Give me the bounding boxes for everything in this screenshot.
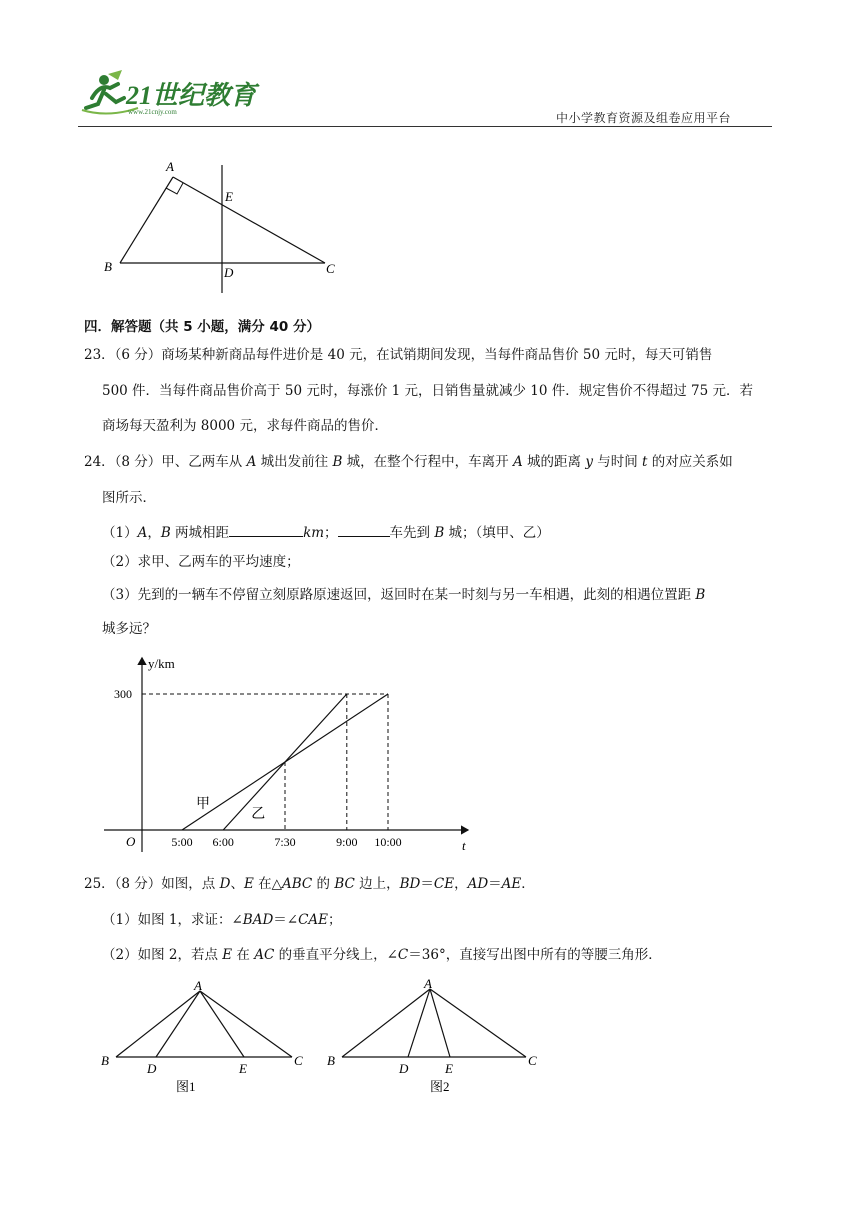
fig1-label-b: B bbox=[101, 1053, 109, 1068]
q25-part-1: （1）如图 1，求证：∠BAD＝∠CAE； bbox=[102, 912, 342, 928]
series-line-1 bbox=[223, 694, 347, 830]
answer-blank-distance bbox=[229, 522, 303, 537]
point-label-c: C bbox=[326, 261, 335, 276]
q24-line-2: 图所示． bbox=[102, 490, 156, 506]
fig1-label-d: D bbox=[147, 1061, 157, 1076]
fig2-label-e: E bbox=[445, 1061, 453, 1076]
figure-1 bbox=[96, 976, 318, 1096]
q23-line-3: 商场每天盈利为 8000 元，求每件商品的售价． bbox=[102, 418, 388, 434]
point-label-a: A bbox=[166, 159, 174, 174]
figure-top bbox=[100, 155, 350, 300]
x-tick-label-3: 9:00 bbox=[336, 835, 358, 849]
fig2-label-b: B bbox=[327, 1053, 335, 1068]
series-label-0: 甲 bbox=[196, 797, 210, 812]
q24-line-1: 24．（8 分）甲、乙两车从 A 城出发前往 B 城，在整个行程中，车离开 A 城的距离 y 与时间 t 的对应关系如 bbox=[84, 454, 733, 470]
q25-line-1: 25．（8 分）如图，点 D、E 在△ABC 的 BC 边上，BD＝CE，AD＝AE． bbox=[84, 876, 535, 892]
fig2-label-c: C bbox=[528, 1053, 537, 1068]
logo-text: 21世纪教育 bbox=[126, 81, 257, 110]
q24-part-3-line-2: 城多远？ bbox=[102, 621, 156, 637]
q23-line-1: 23．（6 分）商场某种新商品每件进价是 40 元，在试销期间发现，当每件商品售价 50 元时，每天可销售 bbox=[84, 347, 713, 363]
point-label-d: D bbox=[224, 265, 234, 280]
section-title: 四．解答题（共 5 小题，满分 40 分） bbox=[84, 319, 320, 335]
x-axis-label: t bbox=[462, 838, 466, 853]
x-tick-label-2: 7:30 bbox=[274, 835, 296, 849]
fig1-caption: 图1 bbox=[176, 1079, 196, 1094]
fig1-label-a: A bbox=[194, 978, 202, 993]
point-label-b: B bbox=[104, 259, 112, 274]
q24-part-3-line-1: （3）先到的一辆车不停留立刻原路原速返回，返回时在某一时刻与另一车相遇，此刻的相遇位置距 B bbox=[102, 587, 706, 603]
y-tick-label-0: 300 bbox=[114, 687, 132, 701]
logo bbox=[78, 68, 268, 120]
q23-line-2: 500 件．当每件商品售价高于 50 元时，每涨价 1 元，日销售量就减少 10 件．规定售价不得超过 75 元．若 bbox=[102, 383, 754, 399]
fig1-label-c: C bbox=[294, 1053, 303, 1068]
q25-part-2: （2）如图 2，若点 E 在 AC 的垂直平分线上，∠C＝36°，直接写出图中所有的等腰三角形． bbox=[102, 947, 662, 963]
series-label-1: 乙 bbox=[251, 807, 266, 822]
answer-blank-car bbox=[338, 522, 390, 537]
fig2-caption: 图2 bbox=[430, 1079, 450, 1094]
origin-label: O bbox=[126, 834, 136, 849]
q24-part-1: （1）A，B 两城相距 km； 车先到 B 城；（填甲、乙） bbox=[102, 522, 550, 543]
fig2-label-d: D bbox=[399, 1061, 409, 1076]
distance-time-chart bbox=[100, 652, 480, 857]
x-tick-label-0: 5:00 bbox=[171, 835, 193, 849]
fig2-label-a: A bbox=[424, 976, 432, 991]
platform-name: 中小学教育资源及组卷应用平台 bbox=[556, 111, 732, 125]
header-rule bbox=[78, 126, 772, 127]
figure-2 bbox=[322, 976, 548, 1096]
q24-part-2: （2）求甲、乙两车的平均速度； bbox=[102, 554, 300, 570]
logo-url: www.21cnjy.com bbox=[128, 108, 177, 116]
point-label-e: E bbox=[225, 189, 233, 204]
x-tick-label-4: 10:00 bbox=[374, 835, 402, 849]
fig1-label-e: E bbox=[239, 1061, 247, 1076]
runner-logo-icon bbox=[108, 70, 122, 80]
y-axis-label: y/km bbox=[148, 656, 175, 671]
x-tick-label-1: 6:00 bbox=[212, 835, 234, 849]
